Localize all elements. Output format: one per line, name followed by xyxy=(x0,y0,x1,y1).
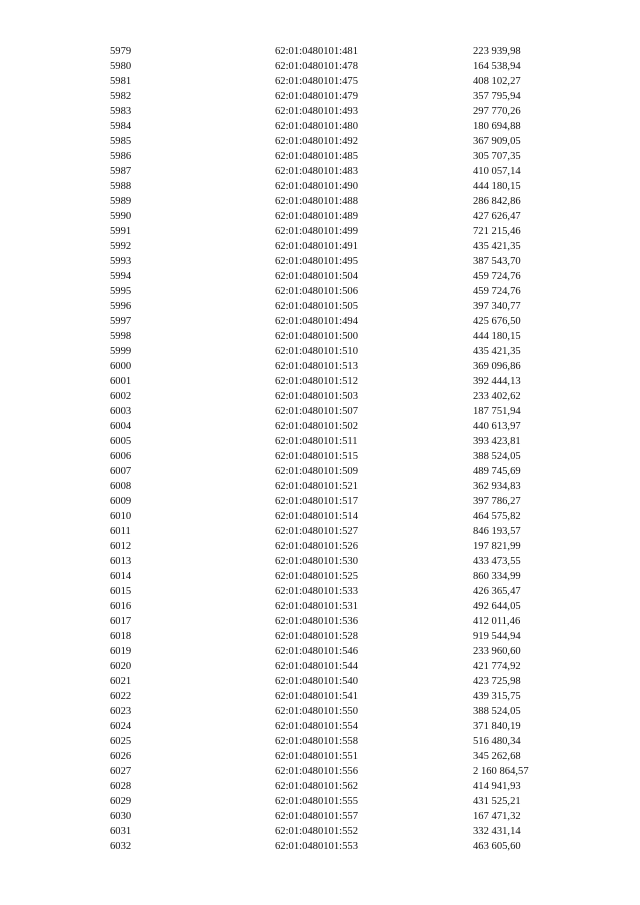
table-row xyxy=(0,479,640,494)
cadastral-number: 62:01:0480101:546 xyxy=(275,646,358,657)
cadastral-value: 388 524,05 xyxy=(473,451,521,462)
cadastral-number: 62:01:0480101:531 xyxy=(275,601,358,612)
table-row xyxy=(0,419,640,434)
row-number: 6028 xyxy=(110,781,132,792)
cadastral-number: 62:01:0480101:540 xyxy=(275,676,358,687)
cadastral-value: 332 431,14 xyxy=(473,826,521,837)
cadastral-number: 62:01:0480101:526 xyxy=(275,541,358,552)
table-row xyxy=(0,104,640,119)
cadastral-value: 392 444,13 xyxy=(473,376,521,387)
row-number: 5981 xyxy=(110,76,132,87)
table-row xyxy=(0,404,640,419)
cadastral-value-table xyxy=(0,44,640,854)
row-number: 6026 xyxy=(110,751,132,762)
row-number: 5986 xyxy=(110,151,132,162)
table-row xyxy=(0,674,640,689)
table-row xyxy=(0,239,640,254)
row-number: 6007 xyxy=(110,466,132,477)
row-number: 6029 xyxy=(110,796,132,807)
table-row xyxy=(0,149,640,164)
cadastral-value: 860 334,99 xyxy=(473,571,521,582)
cadastral-value: 286 842,86 xyxy=(473,196,521,207)
cadastral-value: 427 626,47 xyxy=(473,211,521,222)
row-number: 6015 xyxy=(110,586,132,597)
table-row xyxy=(0,299,640,314)
cadastral-number: 62:01:0480101:517 xyxy=(275,496,358,507)
row-number: 5989 xyxy=(110,196,132,207)
row-number: 5984 xyxy=(110,121,132,132)
row-number: 6031 xyxy=(110,826,132,837)
row-number: 5983 xyxy=(110,106,132,117)
cadastral-value: 164 538,94 xyxy=(473,61,521,72)
cadastral-value: 297 770,26 xyxy=(473,106,521,117)
table-row xyxy=(0,464,640,479)
row-number: 6009 xyxy=(110,496,132,507)
table-row xyxy=(0,284,640,299)
row-number: 5994 xyxy=(110,271,132,282)
row-number: 6020 xyxy=(110,661,132,672)
cadastral-value: 721 215,46 xyxy=(473,226,521,237)
cadastral-number: 62:01:0480101:485 xyxy=(275,151,358,162)
row-number: 5985 xyxy=(110,136,132,147)
cadastral-number: 62:01:0480101:500 xyxy=(275,331,358,342)
cadastral-number: 62:01:0480101:511 xyxy=(275,436,358,447)
table-row xyxy=(0,74,640,89)
cadastral-value: 371 840,19 xyxy=(473,721,521,732)
cadastral-number: 62:01:0480101:512 xyxy=(275,376,358,387)
cadastral-number: 62:01:0480101:510 xyxy=(275,346,358,357)
table-row xyxy=(0,224,640,239)
cadastral-value: 440 613,97 xyxy=(473,421,521,432)
table-row xyxy=(0,524,640,539)
row-number: 6030 xyxy=(110,811,132,822)
cadastral-number: 62:01:0480101:525 xyxy=(275,571,358,582)
table-row xyxy=(0,824,640,839)
row-number: 6018 xyxy=(110,631,132,642)
cadastral-number: 62:01:0480101:503 xyxy=(275,391,358,402)
row-number: 6014 xyxy=(110,571,132,582)
cadastral-value: 431 525,21 xyxy=(473,796,521,807)
cadastral-value: 369 096,86 xyxy=(473,361,521,372)
cadastral-value: 444 180,15 xyxy=(473,331,521,342)
table-row xyxy=(0,59,640,74)
cadastral-number: 62:01:0480101:552 xyxy=(275,826,358,837)
cadastral-value: 412 011,46 xyxy=(473,616,521,627)
cadastral-number: 62:01:0480101:515 xyxy=(275,451,358,462)
table-row xyxy=(0,749,640,764)
cadastral-value: 459 724,76 xyxy=(473,271,521,282)
cadastral-number: 62:01:0480101:505 xyxy=(275,301,358,312)
cadastral-value: 362 934,83 xyxy=(473,481,521,492)
cadastral-value: 223 939,98 xyxy=(473,46,521,57)
row-number: 6024 xyxy=(110,721,132,732)
row-number: 5988 xyxy=(110,181,132,192)
table-row xyxy=(0,314,640,329)
table-row xyxy=(0,809,640,824)
cadastral-number: 62:01:0480101:478 xyxy=(275,61,358,72)
table-row xyxy=(0,254,640,269)
cadastral-number: 62:01:0480101:490 xyxy=(275,181,358,192)
cadastral-value: 459 724,76 xyxy=(473,286,521,297)
cadastral-value: 435 421,35 xyxy=(473,346,521,357)
table-row xyxy=(0,44,640,59)
cadastral-value: 489 745,69 xyxy=(473,466,521,477)
cadastral-number: 62:01:0480101:492 xyxy=(275,136,358,147)
row-number: 6017 xyxy=(110,616,132,627)
cadastral-value: 397 340,77 xyxy=(473,301,521,312)
cadastral-number: 62:01:0480101:527 xyxy=(275,526,358,537)
table-row xyxy=(0,119,640,134)
table-row xyxy=(0,779,640,794)
table-row xyxy=(0,509,640,524)
cadastral-value: 464 575,82 xyxy=(473,511,521,522)
row-number: 6006 xyxy=(110,451,132,462)
cadastral-number: 62:01:0480101:491 xyxy=(275,241,358,252)
table-row xyxy=(0,614,640,629)
cadastral-number: 62:01:0480101:562 xyxy=(275,781,358,792)
row-number: 6011 xyxy=(110,526,131,537)
cadastral-value: 357 795,94 xyxy=(473,91,521,102)
cadastral-number: 62:01:0480101:502 xyxy=(275,421,358,432)
cadastral-number: 62:01:0480101:499 xyxy=(275,226,358,237)
table-row xyxy=(0,194,640,209)
cadastral-value: 423 725,98 xyxy=(473,676,521,687)
row-number: 5993 xyxy=(110,256,132,267)
cadastral-value: 367 909,05 xyxy=(473,136,521,147)
row-number: 5982 xyxy=(110,91,132,102)
cadastral-number: 62:01:0480101:558 xyxy=(275,736,358,747)
cadastral-number: 62:01:0480101:507 xyxy=(275,406,358,417)
cadastral-value: 305 707,35 xyxy=(473,151,521,162)
row-number: 6032 xyxy=(110,841,132,852)
cadastral-number: 62:01:0480101:479 xyxy=(275,91,358,102)
cadastral-value: 393 423,81 xyxy=(473,436,521,447)
cadastral-number: 62:01:0480101:553 xyxy=(275,841,358,852)
table-row xyxy=(0,599,640,614)
table-row xyxy=(0,434,640,449)
cadastral-number: 62:01:0480101:509 xyxy=(275,466,358,477)
cadastral-number: 62:01:0480101:528 xyxy=(275,631,358,642)
table-row xyxy=(0,359,640,374)
cadastral-value: 180 694,88 xyxy=(473,121,521,132)
cadastral-value: 433 473,55 xyxy=(473,556,521,567)
cadastral-number: 62:01:0480101:489 xyxy=(275,211,358,222)
table-row xyxy=(0,329,640,344)
row-number: 6003 xyxy=(110,406,132,417)
table-row xyxy=(0,644,640,659)
cadastral-number: 62:01:0480101:514 xyxy=(275,511,358,522)
table-row xyxy=(0,374,640,389)
table-row xyxy=(0,554,640,569)
row-number: 5998 xyxy=(110,331,132,342)
row-number: 5979 xyxy=(110,46,132,57)
cadastral-value: 387 543,70 xyxy=(473,256,521,267)
row-number: 6019 xyxy=(110,646,132,657)
cadastral-value: 492 644,05 xyxy=(473,601,521,612)
cadastral-number: 62:01:0480101:493 xyxy=(275,106,358,117)
row-number: 6021 xyxy=(110,676,132,687)
table-row xyxy=(0,209,640,224)
cadastral-value: 197 821,99 xyxy=(473,541,521,552)
cadastral-value: 435 421,35 xyxy=(473,241,521,252)
cadastral-value: 516 480,34 xyxy=(473,736,521,747)
row-number: 5996 xyxy=(110,301,132,312)
table-row xyxy=(0,539,640,554)
table-row xyxy=(0,494,640,509)
cadastral-number: 62:01:0480101:483 xyxy=(275,166,358,177)
cadastral-value: 919 544,94 xyxy=(473,631,521,642)
cadastral-number: 62:01:0480101:541 xyxy=(275,691,358,702)
cadastral-value: 414 941,93 xyxy=(473,781,521,792)
row-number: 5997 xyxy=(110,316,132,327)
cadastral-value: 187 751,94 xyxy=(473,406,521,417)
cadastral-value: 463 605,60 xyxy=(473,841,521,852)
cadastral-value: 2 160 864,57 xyxy=(473,766,529,777)
cadastral-number: 62:01:0480101:544 xyxy=(275,661,358,672)
row-number: 6025 xyxy=(110,736,132,747)
cadastral-number: 62:01:0480101:533 xyxy=(275,586,358,597)
table-row xyxy=(0,584,640,599)
row-number: 6008 xyxy=(110,481,132,492)
cadastral-number: 62:01:0480101:551 xyxy=(275,751,358,762)
cadastral-number: 62:01:0480101:475 xyxy=(275,76,358,87)
row-number: 6002 xyxy=(110,391,132,402)
table-row xyxy=(0,269,640,284)
table-row xyxy=(0,134,640,149)
cadastral-number: 62:01:0480101:513 xyxy=(275,361,358,372)
cadastral-number: 62:01:0480101:506 xyxy=(275,286,358,297)
cadastral-value: 233 960,60 xyxy=(473,646,521,657)
cadastral-value: 167 471,32 xyxy=(473,811,521,822)
table-row xyxy=(0,764,640,779)
cadastral-value: 233 402,62 xyxy=(473,391,521,402)
table-row xyxy=(0,629,640,644)
cadastral-number: 62:01:0480101:480 xyxy=(275,121,358,132)
cadastral-number: 62:01:0480101:530 xyxy=(275,556,358,567)
row-number: 5990 xyxy=(110,211,132,222)
table-row xyxy=(0,719,640,734)
row-number: 6023 xyxy=(110,706,132,717)
table-row xyxy=(0,704,640,719)
table-row xyxy=(0,389,640,404)
cadastral-value: 439 315,75 xyxy=(473,691,521,702)
row-number: 6012 xyxy=(110,541,132,552)
cadastral-number: 62:01:0480101:554 xyxy=(275,721,358,732)
cadastral-number: 62:01:0480101:481 xyxy=(275,46,358,57)
cadastral-value: 410 057,14 xyxy=(473,166,521,177)
cadastral-value: 388 524,05 xyxy=(473,706,521,717)
row-number: 5999 xyxy=(110,346,132,357)
row-number: 6016 xyxy=(110,601,132,612)
row-number: 6013 xyxy=(110,556,132,567)
cadastral-value: 426 365,47 xyxy=(473,586,521,597)
cadastral-number: 62:01:0480101:494 xyxy=(275,316,358,327)
cadastral-value: 397 786,27 xyxy=(473,496,521,507)
cadastral-number: 62:01:0480101:550 xyxy=(275,706,358,717)
cadastral-value: 408 102,27 xyxy=(473,76,521,87)
table-row xyxy=(0,179,640,194)
row-number: 5980 xyxy=(110,61,132,72)
cadastral-number: 62:01:0480101:536 xyxy=(275,616,358,627)
table-row xyxy=(0,839,640,854)
cadastral-number: 62:01:0480101:495 xyxy=(275,256,358,267)
row-number: 6004 xyxy=(110,421,132,432)
row-number: 6027 xyxy=(110,766,132,777)
cadastral-number: 62:01:0480101:555 xyxy=(275,796,358,807)
cadastral-number: 62:01:0480101:521 xyxy=(275,481,358,492)
row-number: 5995 xyxy=(110,286,132,297)
cadastral-value: 846 193,57 xyxy=(473,526,521,537)
row-number: 6000 xyxy=(110,361,132,372)
table-row xyxy=(0,689,640,704)
row-number: 5992 xyxy=(110,241,132,252)
cadastral-number: 62:01:0480101:488 xyxy=(275,196,358,207)
row-number: 6001 xyxy=(110,376,132,387)
cadastral-value: 345 262,68 xyxy=(473,751,521,762)
row-number: 5991 xyxy=(110,226,132,237)
row-number: 6005 xyxy=(110,436,132,447)
cadastral-value: 444 180,15 xyxy=(473,181,521,192)
cadastral-number: 62:01:0480101:504 xyxy=(275,271,358,282)
cadastral-number: 62:01:0480101:557 xyxy=(275,811,358,822)
cadastral-value: 425 676,50 xyxy=(473,316,521,327)
table-row xyxy=(0,89,640,104)
cadastral-number: 62:01:0480101:556 xyxy=(275,766,358,777)
table-row xyxy=(0,449,640,464)
cadastral-value: 421 774,92 xyxy=(473,661,521,672)
table-row xyxy=(0,344,640,359)
table-row xyxy=(0,569,640,584)
table-row xyxy=(0,659,640,674)
row-number: 6010 xyxy=(110,511,132,522)
table-row xyxy=(0,734,640,749)
row-number: 6022 xyxy=(110,691,132,702)
row-number: 5987 xyxy=(110,166,132,177)
table-row xyxy=(0,794,640,809)
table-row xyxy=(0,164,640,179)
